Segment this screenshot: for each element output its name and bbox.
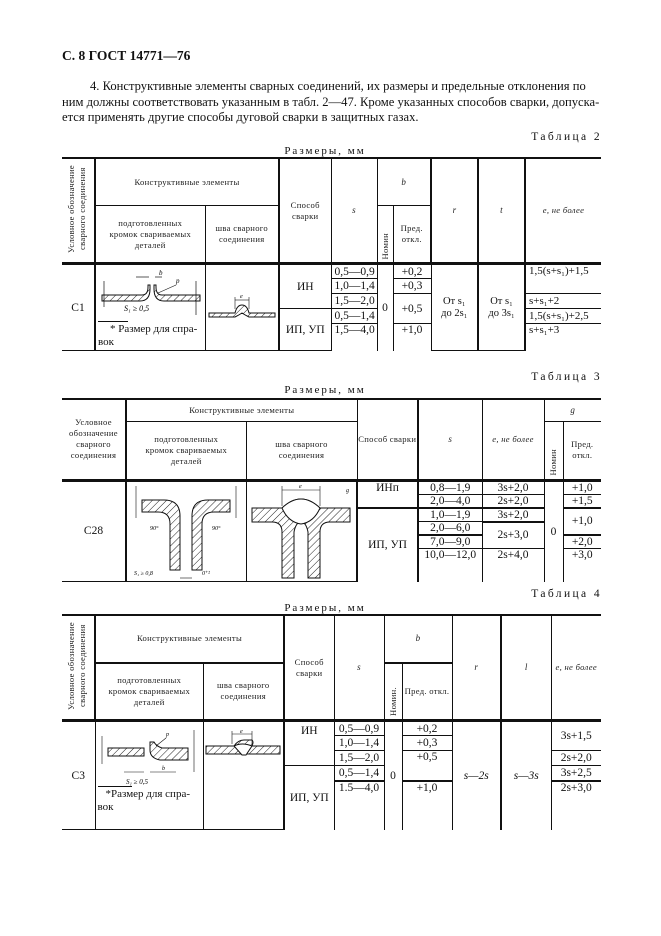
g-nominal: 0 bbox=[544, 480, 563, 582]
header-designation: Условное обозначение сварного соединения bbox=[62, 158, 95, 264]
r-value: От s₁ до 2s₁ bbox=[431, 264, 478, 351]
header-designation: Условное обозначение сварного соединения bbox=[62, 615, 95, 721]
header-e: e, не более bbox=[525, 158, 601, 264]
s-value: 1,5—2,0 bbox=[331, 294, 377, 309]
table4-sizes-caption: Размеры, мм bbox=[284, 602, 366, 614]
header-designation: Условное обозначение сварного соединения bbox=[62, 399, 126, 480]
header-elements: Конструктивные элементы bbox=[95, 158, 279, 206]
intro-paragraph bbox=[62, 79, 602, 126]
header-weld: шва сварного соединения bbox=[203, 663, 284, 721]
s-value: 10,0—12,0 bbox=[418, 549, 482, 582]
header-s: s bbox=[418, 399, 482, 480]
designation-c1: С1 bbox=[62, 264, 95, 351]
b-tolerance: +1,0 bbox=[402, 781, 452, 830]
footnote: *Размер для спра- вок bbox=[97, 788, 190, 813]
e-value: 2s+3,0 bbox=[551, 781, 601, 830]
header-elements: Конструктивные элементы bbox=[126, 399, 357, 421]
method-in: ИН bbox=[284, 721, 334, 766]
g-tolerance: +1,0 bbox=[563, 508, 601, 536]
table-3 bbox=[62, 398, 601, 582]
header-t: t bbox=[478, 158, 525, 264]
b-tolerance: +1,0 bbox=[393, 324, 431, 351]
header-l: l bbox=[501, 615, 551, 721]
weld-diagram bbox=[204, 728, 282, 758]
page-header: С. 8 ГОСТ 14771—76 bbox=[62, 48, 191, 63]
g-tolerance: +1,0 bbox=[563, 480, 601, 494]
svg-text:g: g bbox=[346, 488, 350, 495]
svg-text:0⁺²: 0⁺² bbox=[202, 571, 211, 578]
s-value: 1,0—1,4 bbox=[331, 279, 377, 294]
g-tolerance: +3,0 bbox=[563, 549, 601, 582]
table-4 bbox=[62, 614, 601, 830]
svg-text:b: b bbox=[162, 766, 165, 772]
svg-text:90°: 90° bbox=[212, 526, 221, 533]
e-value: 3s+2,0 bbox=[482, 508, 544, 522]
s-value: 2,0—4,0 bbox=[418, 494, 482, 508]
table3-caption: Таблица 3 bbox=[531, 371, 602, 383]
l-value: s—3s bbox=[501, 721, 551, 830]
designation-c28: С28 bbox=[62, 480, 126, 582]
e-value: 3s+2,5 bbox=[551, 766, 601, 781]
header-e: e, не более bbox=[551, 615, 601, 721]
e-value: 2s+4,0 bbox=[482, 549, 544, 582]
header-prepared-edges: подготовленных кромок свариваемых деталей bbox=[95, 663, 203, 721]
header-weld: шва сварного соединения bbox=[205, 206, 279, 264]
header-g-tolerance: Пред. откл. bbox=[563, 421, 601, 480]
svg-text:S₁ ≥ 0,5: S₁ ≥ 0,5 bbox=[126, 778, 149, 786]
header-method: Способ сварки bbox=[357, 399, 418, 480]
table3-sizes-caption: Размеры, мм bbox=[284, 384, 366, 396]
header-prepared-edges: подготовленных кромок свариваемых деталей bbox=[95, 206, 205, 264]
s-value: 0,5—1,4 bbox=[334, 766, 384, 781]
table2-caption: Таблица 2 bbox=[531, 131, 602, 143]
drawing-prepared-edges-c1 bbox=[95, 264, 205, 351]
designation-c3: С3 bbox=[62, 721, 95, 830]
e-value: 1,5(s+s₁)+1,5 bbox=[525, 264, 601, 294]
header-b-tolerance: Пред. откл. bbox=[393, 206, 431, 264]
header-b: b bbox=[384, 615, 452, 663]
e-value: 3s+1,5 bbox=[551, 721, 601, 751]
svg-text:p: p bbox=[166, 732, 169, 738]
weld-diagram bbox=[248, 482, 354, 580]
method-ip-up: ИП, УП bbox=[357, 508, 418, 582]
header-method: Способ сварки bbox=[279, 158, 331, 264]
header-s: s bbox=[334, 615, 384, 721]
e-value: 2s+2,0 bbox=[551, 751, 601, 766]
header-method: Способ сварки bbox=[284, 615, 334, 721]
s-value: 1,0—1,4 bbox=[334, 736, 384, 751]
header-b-tolerance: Пред. откл. bbox=[402, 663, 452, 721]
header-elements: Конструктивные элементы bbox=[95, 615, 284, 663]
b-nominal: 0 bbox=[377, 264, 393, 351]
svg-text:p: p bbox=[176, 277, 180, 285]
footnote: * Размер для спра- вок bbox=[98, 323, 198, 348]
b-tolerance: +0,3 bbox=[393, 279, 431, 294]
svg-text:S₁ ≥ 0,5: S₁ ≥ 0,5 bbox=[124, 304, 150, 313]
table4-caption: Таблица 4 bbox=[531, 588, 602, 600]
s-value: 1,5—4,0 bbox=[331, 324, 377, 351]
g-tolerance: +2,0 bbox=[563, 535, 601, 549]
b-nominal: 0 bbox=[384, 721, 402, 830]
svg-text:S₁ ≥ 0,8: S₁ ≥ 0,8 bbox=[134, 571, 154, 578]
method-ip-up: ИП, УП bbox=[284, 766, 334, 830]
e-value: 1,5(s+s₁)+2,5 bbox=[525, 309, 601, 324]
header-prepared-edges: подготовленных кромок свариваемых деталей bbox=[126, 421, 246, 480]
g-tolerance: +1,5 bbox=[563, 494, 601, 508]
svg-text:e: e bbox=[240, 729, 243, 735]
drawing-weld-c28 bbox=[246, 480, 357, 582]
header-weld: шва сварного соединения bbox=[246, 421, 357, 480]
s-value: 0,5—0,9 bbox=[334, 721, 384, 736]
header-e: e, не более bbox=[482, 399, 544, 480]
s-value: 2,0—6,0 bbox=[418, 522, 482, 536]
header-s: s bbox=[331, 158, 377, 264]
s-value: 0,5—1,4 bbox=[331, 309, 377, 324]
paragraph-line: ется применять другие способы дуговой сварки в защитных газах. bbox=[62, 110, 419, 124]
s-value: 1,0—1,9 bbox=[418, 508, 482, 522]
drawing-weld-c3 bbox=[203, 721, 284, 830]
b-tolerance: +0,2 bbox=[393, 264, 431, 279]
method-in: ИН bbox=[279, 264, 331, 309]
header-r: r bbox=[452, 615, 501, 721]
b-tolerance: +0,5 bbox=[402, 751, 452, 781]
method-ip-up: ИП, УП bbox=[279, 309, 331, 351]
header-r: r bbox=[431, 158, 478, 264]
paragraph-line: ним должны соответствовать указанным в табл. 2—47. Кроме указанных способов сварки, допуска- bbox=[62, 94, 600, 109]
svg-text:e: e bbox=[299, 484, 302, 491]
s-value: 0,8—1,9 bbox=[418, 480, 482, 494]
s-value: 7,0—9,0 bbox=[418, 535, 482, 549]
b-tolerance: +0,2 bbox=[402, 721, 452, 736]
drawing-prepared-edges-c28 bbox=[126, 480, 246, 582]
b-tolerance: +0,3 bbox=[402, 736, 452, 751]
b-tolerance: +0,5 bbox=[393, 294, 431, 324]
table-2 bbox=[62, 157, 601, 351]
svg-text:b: b bbox=[159, 269, 163, 277]
edge-prep-diagram bbox=[128, 482, 244, 580]
header-b-nominal: Номин bbox=[377, 206, 393, 264]
drawing-weld-c1 bbox=[205, 264, 279, 351]
header-b: b bbox=[377, 158, 431, 206]
s-value: 1.5—4,0 bbox=[334, 781, 384, 830]
e-value: s+s₁+3 bbox=[525, 324, 601, 351]
svg-text:90°: 90° bbox=[150, 526, 159, 533]
e-value: 2s+2,0 bbox=[482, 494, 544, 508]
s-value: 1,5—2,0 bbox=[334, 751, 384, 766]
e-value: 2s+3,0 bbox=[482, 522, 544, 549]
s-value: 0,5—0,9 bbox=[331, 264, 377, 279]
svg-text:e: e bbox=[239, 293, 243, 300]
drawing-prepared-edges-c3 bbox=[95, 721, 203, 830]
weld-diagram bbox=[207, 293, 277, 323]
method-inp: ИНп bbox=[357, 480, 418, 508]
edge-prep-diagram bbox=[96, 265, 204, 321]
header-g: g bbox=[544, 399, 601, 421]
t-value: От s₁ до 3s₁ bbox=[478, 264, 525, 351]
paragraph-line: 4. Конструктивные элементы сварных соединений, их размеры и предельные отклонения по bbox=[90, 79, 586, 93]
r-value: s—2s bbox=[452, 721, 501, 830]
edge-prep-diagram bbox=[96, 722, 202, 786]
header-b-nominal: Номин. bbox=[384, 663, 402, 721]
header-g-nominal: Номин bbox=[544, 421, 563, 480]
table2-sizes-caption: Размеры, мм bbox=[284, 145, 366, 157]
e-value: s+s₁+2 bbox=[525, 294, 601, 309]
e-value: 3s+2,0 bbox=[482, 480, 544, 494]
